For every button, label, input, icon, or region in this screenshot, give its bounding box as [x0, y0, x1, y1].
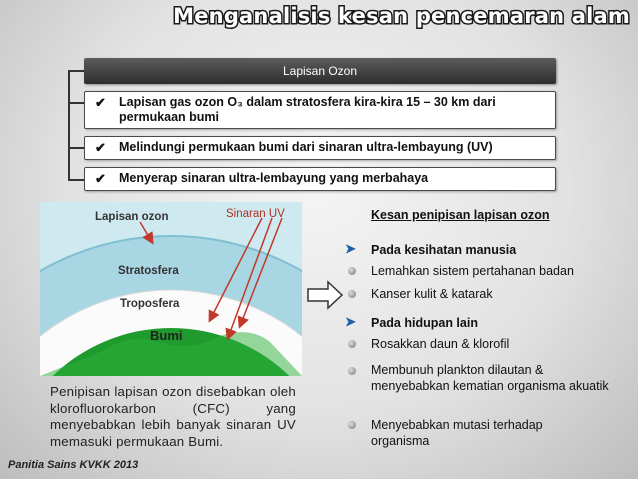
bullet-icon	[348, 290, 356, 298]
ozone-item	[84, 136, 556, 160]
ozone-item-text: Menyerap sinaran ultra-lembayung yang merbahaya	[119, 171, 429, 185]
health-item: Lemahkan sistem pertahanan badan	[371, 264, 574, 278]
bullet-icon	[348, 421, 356, 429]
label-stratosphere: Stratosfera	[118, 265, 179, 277]
bullet-icon	[348, 267, 356, 275]
diagram-caption: Penipisan lapisan ozon disebabkan oleh klorofluorokarbon (CFC) yang menyebabkan lebih banyak sinaran UV memasuki permukaan Bumi.	[50, 384, 296, 449]
bracket-tick	[68, 147, 84, 149]
arrow-bullet-icon: ➤	[345, 241, 356, 256]
right-arrow-icon	[306, 280, 344, 310]
bracket-tick	[68, 70, 84, 72]
footer-credit: Panitia Sains KVKK 2013	[8, 459, 139, 471]
slide-title: Menganalisis kesan pencemaran alam	[173, 4, 630, 28]
bracket-tick	[68, 179, 84, 181]
checkmark-icon: ✔	[95, 95, 106, 110]
ozone-item-text: Melindungi permukaan bumi dari sinaran ultra-lembayung (UV)	[119, 140, 493, 154]
ozone-header: Lapisan Ozon	[84, 58, 556, 84]
label-ozone-layer: Lapisan ozon	[95, 211, 169, 223]
atmosphere-diagram	[40, 202, 302, 376]
life-item: Membunuh plankton dilautan & menyebabkan kematian organisma akuatik	[371, 363, 609, 393]
label-uv: Sinaran UV	[226, 208, 285, 220]
health-heading: Pada kesihatan manusia	[371, 243, 517, 257]
bracket-tick	[68, 102, 84, 104]
bullet-icon	[348, 367, 356, 375]
ozone-item	[84, 167, 556, 191]
label-troposphere: Troposfera	[120, 298, 180, 310]
life-item: Menyebabkan mutasi terhadap organisma	[371, 418, 543, 448]
ozone-item-text: Lapisan gas ozon O₃ dalam stratosfera kira-kira 15 – 30 km dari permukaan bumi	[119, 95, 496, 124]
checkmark-icon: ✔	[95, 171, 106, 186]
bracket-line	[68, 70, 70, 180]
arrow-bullet-icon: ➤	[345, 314, 356, 329]
ozone-item	[84, 91, 556, 129]
effects-heading: Kesan penipisan lapisan ozon	[371, 208, 550, 222]
bullet-icon	[348, 340, 356, 348]
health-item: Kanser kulit & katarak	[371, 287, 493, 301]
atmosphere-illustration	[40, 202, 302, 376]
label-earth: Bumi	[150, 328, 183, 343]
checkmark-icon: ✔	[95, 140, 106, 155]
life-heading: Pada hidupan lain	[371, 316, 478, 330]
life-item: Rosakkan daun & klorofil	[371, 337, 510, 351]
